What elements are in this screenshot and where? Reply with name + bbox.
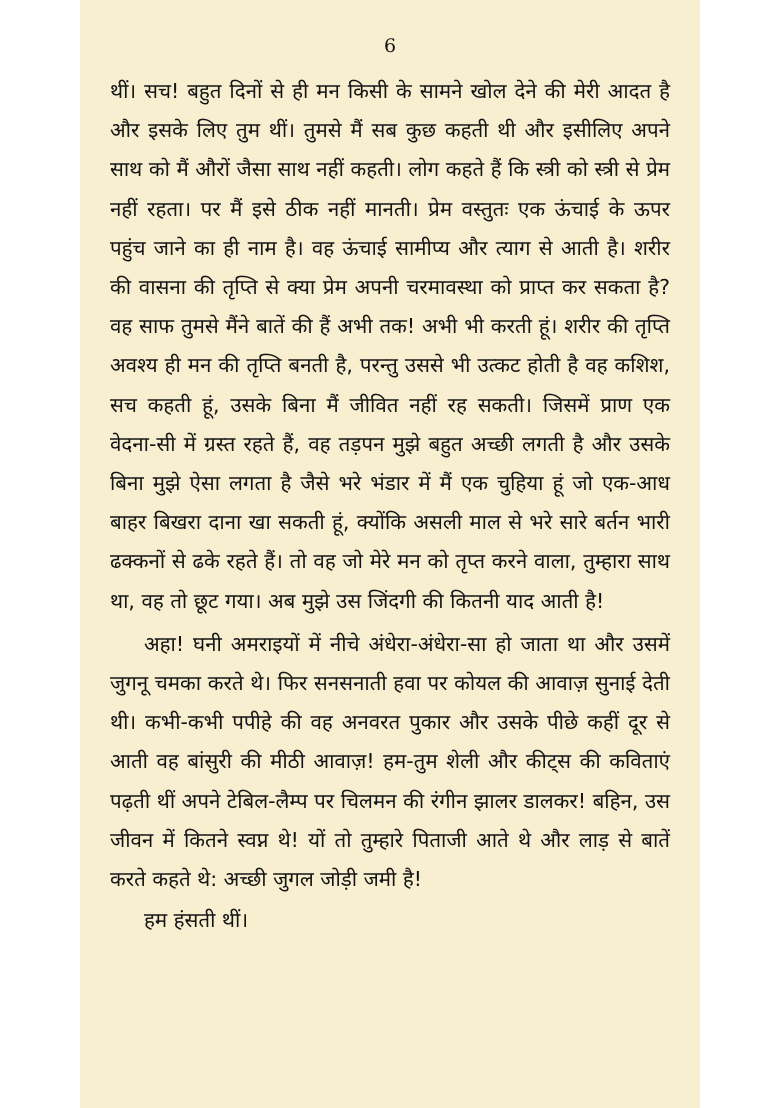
paragraph-2: अहा! घनी अमराइयों में नीचे अंधेरा-अंधेरा-सा हो जाता था और उसमें जुगनू चमका करते थे। फिर सनसनाती हवा पर कोयल की आवाज़ सुनाई देती थी। कभी-कभी पपीहे की वह अनवरत पुकार और उसके पीछे कहीं दूर से आती वह बांसुरी की मीठी आवाज़! हम-तुम शेली और कीट्स की कविताएं पढ़ती थीं अपने टेबिल-लैम्प पर चिलमन की रंगीन झालर डालकर! बहिन, उस जीवन में कितने स्वप्न थे! यों तो तुम्हारे पिताजी आते थे और लाड़ से बातें करते कहते थे: अच्छी जुगल जोड़ी जमी है!	[110, 631, 670, 892]
page-number: 6	[383, 35, 397, 57]
paragraph-1: थीं। सच! बहुत दिनों से ही मन किसी के सामने खोल देने की मेरी आदत है और इसके लिए तुम थीं। तुमसे मैं सब कुछ कहती थी और इसीलिए अपने साथ को मैं औरों जैसा साथ नहीं कहती। लोग कहते हैं कि स्त्री को स्त्री से प्रेम नहीं रहता। पर मैं इसे ठीक नहीं मानती। प्रेम वस्तुतः एक ऊंचाई के ऊपर पहुंच जाने का ही नाम है। वह ऊंचाई सामीप्य और त्याग से आती है। शरीर की वासना की तृप्ति से क्या प्रेम अपनी चरमावस्था को प्राप्त कर सकता है? वह साफ तुमसे मैंने बातें की हैं अभी तक! अभी भी करती हूं। शरीर की तृप्ति अवश्य ही मन की तृप्ति बनती है, परन्तु उससे भी उत्कट होती है वह कशिश, सच कहती हूं, उसके बिना मैं जीवित नहीं रह सकती। जिसमें प्राण एक वेदना-सी में ग्रस्त रहते हैं, वह तड़पन मुझे बहुत अच्छी लगती है और उसके बिना मुझे ऐसा लगता है जैसे भरे भंडार में मैं एक चुहिया हूं जो एक-आध बाहर बिखरा दाना खा सकती हूं, क्योंकि असली माल से भरे सारे बर्तन भारी ढक्कनों से ढके रहते हैं। तो वह जो मेरे मन को तृप्त करने वाला, तुम्हारा साथ था, वह तो छूट गया। अब मुझे उस जिंदगी की कितनी याद आती है!	[110, 79, 670, 613]
paragraph-3: हम हंसती थीं।	[144, 908, 249, 933]
book-page	[80, 0, 700, 1108]
